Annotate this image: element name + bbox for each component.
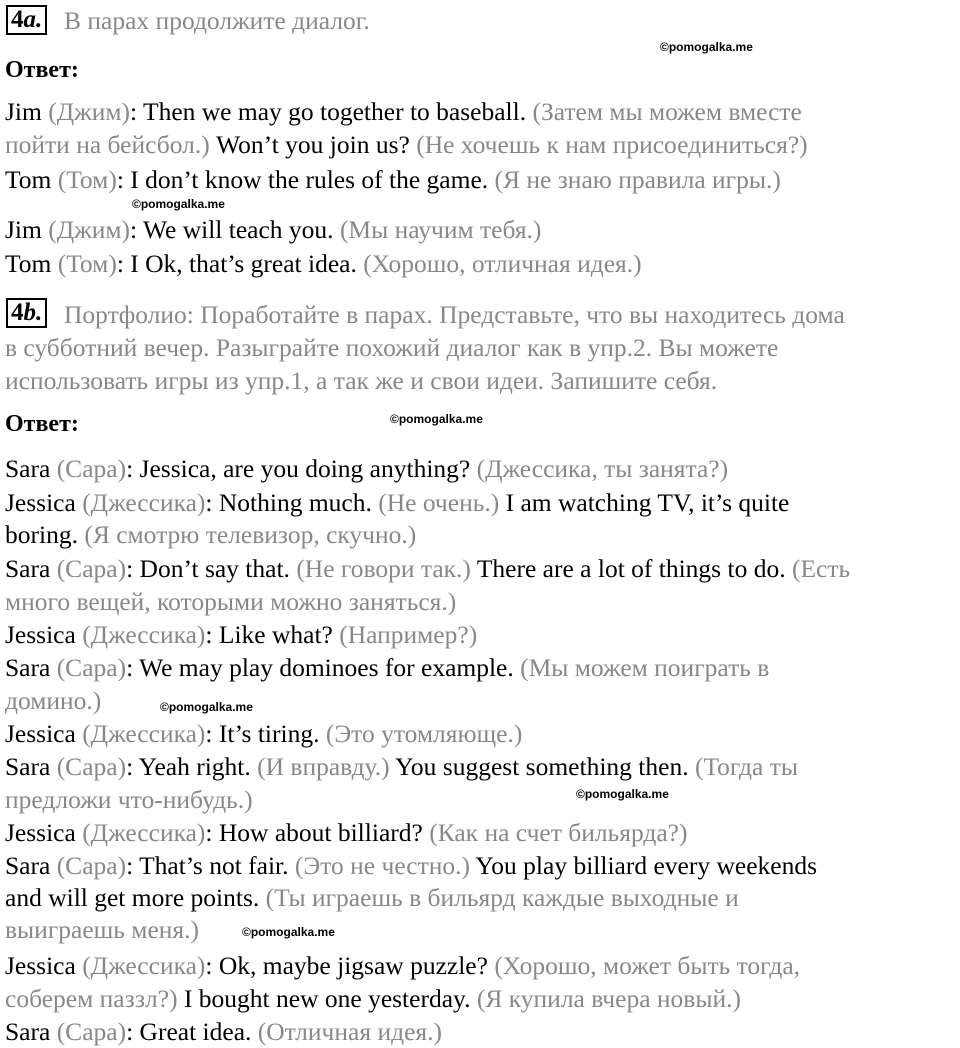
dialog-line (5, 751, 798, 783)
russian-translation: (Хорошо, может быть тогда, (494, 951, 801, 980)
english-text: Won’t you join us? (216, 130, 417, 159)
russian-translation: (Сара) (56, 554, 127, 583)
english-text: : I Ok, that’s great idea. (116, 249, 364, 278)
dialog-line (5, 164, 781, 196)
dialog-line (5, 214, 541, 246)
russian-translation: (Мы научим тебя.) (339, 215, 542, 244)
russian-translation: (Я купила вчера новый.) (476, 984, 741, 1013)
russian-translation: (И вправду.) (257, 752, 396, 781)
english-text: Jim (5, 215, 49, 244)
english-text: : Like what? (205, 620, 340, 649)
russian-translation: (Джессика, ты занята?) (476, 454, 729, 483)
english-text: Sara (5, 454, 57, 483)
dialog-line (5, 519, 416, 551)
dialog-line (5, 685, 101, 717)
english-text: : It’s tiring. (205, 719, 326, 748)
russian-translation: (Том) (57, 249, 117, 278)
russian-translation: (Ты играешь в бильярд каждые выходные и (265, 883, 739, 912)
english-text: Sara (5, 851, 57, 880)
english-text: Sara (5, 752, 57, 781)
english-text: : Great idea. (126, 1017, 258, 1046)
dialog-line (5, 1016, 442, 1048)
english-text: You play billiard every weekends (475, 851, 818, 880)
task-instruction-line: использовать игры из упр.1, а так же и свои идеи. Запишите себя. (5, 366, 718, 395)
russian-translation: (Сара) (56, 454, 127, 483)
english-text: Jessica (5, 818, 83, 847)
english-text: I bought new one yesterday. (183, 984, 477, 1013)
task-instruction-line: в субботний вечер. Разыграйте похожий диалог как в упр.2. Вы можете (5, 333, 779, 362)
english-text: : Yeah right. (126, 752, 258, 781)
english-text: Jessica (5, 488, 83, 517)
task-instruction-line: Портфолио: Поработайте в парах. Представьте, что вы находитесь дома (64, 300, 845, 329)
english-text: I am watching TV, it’s quite (505, 488, 790, 517)
english-text: : We may play dominoes for example. (126, 653, 521, 682)
russian-translation: (Джессика) (82, 620, 206, 649)
russian-translation: много вещей, которыми можно заняться.) (5, 587, 457, 616)
dialog-line (5, 784, 253, 816)
answer-label: Ответ: (5, 57, 79, 83)
english-text: : How about billiard? (205, 818, 430, 847)
russian-translation: выиграешь меня.) (5, 915, 200, 944)
russian-translation: (Том) (57, 165, 117, 194)
task-number-badge (6, 5, 47, 35)
task-instruction: В парах продолжите диалог. (64, 6, 370, 35)
task-letter: a. (23, 6, 43, 33)
russian-translation: (Затем мы можем вместе (532, 97, 802, 126)
russian-translation: (Не очень.) (378, 488, 506, 517)
russian-translation: (Джессика) (82, 818, 206, 847)
watermark: ©pomogalka.me (132, 197, 225, 211)
russian-translation: домино.) (5, 686, 102, 715)
dialog-line (5, 652, 769, 684)
russian-translation: (Это утомляюще.) (325, 719, 523, 748)
english-text: : Nothing much. (205, 488, 379, 517)
russian-translation: (Есть (791, 554, 851, 583)
watermark: ©pomogalka.me (160, 700, 253, 714)
dialog-line (5, 129, 808, 161)
dialog-line (5, 850, 817, 882)
watermark: ©pomogalka.me (576, 787, 669, 801)
russian-translation: предложи что-нибудь.) (5, 785, 253, 814)
dialog-line (5, 950, 800, 982)
russian-translation: (Джим) (48, 97, 130, 126)
russian-translation: (Тогда ты (694, 752, 798, 781)
english-text: Jessica (5, 620, 83, 649)
russian-translation: пойти на бейсбол.) (5, 130, 217, 159)
russian-translation: соберем паззл?) (5, 984, 184, 1013)
watermark: ©pomogalka.me (242, 925, 335, 939)
english-text: : Don’t say that. (126, 554, 297, 583)
russian-translation: (Сара) (56, 653, 127, 682)
english-text: There are a lot of things to do. (476, 554, 792, 583)
russian-translation: (Джим) (48, 215, 130, 244)
russian-translation: (Джессика) (82, 951, 206, 980)
english-text: Jim (5, 97, 49, 126)
english-text: : Jessica, are you doing anything? (126, 454, 477, 483)
english-text: Jessica (5, 951, 83, 980)
answer-label: Ответ: (5, 411, 79, 437)
watermark: ©pomogalka.me (660, 40, 753, 54)
dialog-line (5, 553, 850, 585)
dialog-line (5, 453, 728, 485)
english-text: : Ok, maybe jigsaw puzzle? (205, 951, 495, 980)
dialog-line (5, 619, 477, 651)
russian-translation: (Джессика) (82, 719, 206, 748)
english-text: Sara (5, 653, 57, 682)
russian-translation: (Отличная идея.) (257, 1017, 442, 1046)
russian-translation: (Хорошо, отличная идея.) (363, 249, 642, 278)
task-number-badge (6, 298, 47, 328)
dialog-line (5, 586, 456, 618)
russian-translation: (Сара) (56, 851, 127, 880)
english-text: You suggest something then. (395, 752, 695, 781)
english-text: : Then we may go together to baseball. (130, 97, 533, 126)
watermark: ©pomogalka.me (390, 412, 483, 426)
english-text: : I don’t know the rules of the game. (116, 165, 495, 194)
dialog-line (5, 96, 802, 128)
russian-translation: (Не говори так.) (296, 554, 477, 583)
task-number: 4 (11, 6, 24, 33)
english-text: Sara (5, 1017, 57, 1046)
english-text: Tom (5, 165, 58, 194)
english-text: : We will teach you. (130, 215, 340, 244)
dialog-line (5, 914, 199, 946)
russian-translation: (Например?) (339, 620, 478, 649)
english-text: and will get more points. (5, 883, 266, 912)
dialog-line (5, 882, 739, 914)
russian-translation: (Джессика) (82, 488, 206, 517)
dialog-line (5, 248, 642, 280)
russian-translation: (Я не знаю правила игры.) (494, 165, 781, 194)
russian-translation: (Это не честно.) (294, 851, 476, 880)
russian-translation: (Сара) (56, 752, 127, 781)
russian-translation: (Не хочешь к нам присоединиться?) (416, 130, 808, 159)
dialog-line (5, 718, 522, 750)
english-text: Tom (5, 249, 58, 278)
russian-translation: (Я смотрю телевизор, скучно.) (84, 520, 417, 549)
dialog-line (5, 487, 789, 519)
russian-translation: (Сара) (56, 1017, 127, 1046)
task-number: 4 (11, 299, 24, 326)
russian-translation: (Мы можем поиграть в (520, 653, 770, 682)
russian-translation: (Как на счет бильярда?) (429, 818, 688, 847)
dialog-line (5, 817, 687, 849)
task-letter: b. (23, 299, 43, 326)
english-text: Jessica (5, 719, 83, 748)
english-text: boring. (5, 520, 85, 549)
english-text: : That’s not fair. (126, 851, 295, 880)
dialog-line (5, 983, 741, 1015)
english-text: Sara (5, 554, 57, 583)
